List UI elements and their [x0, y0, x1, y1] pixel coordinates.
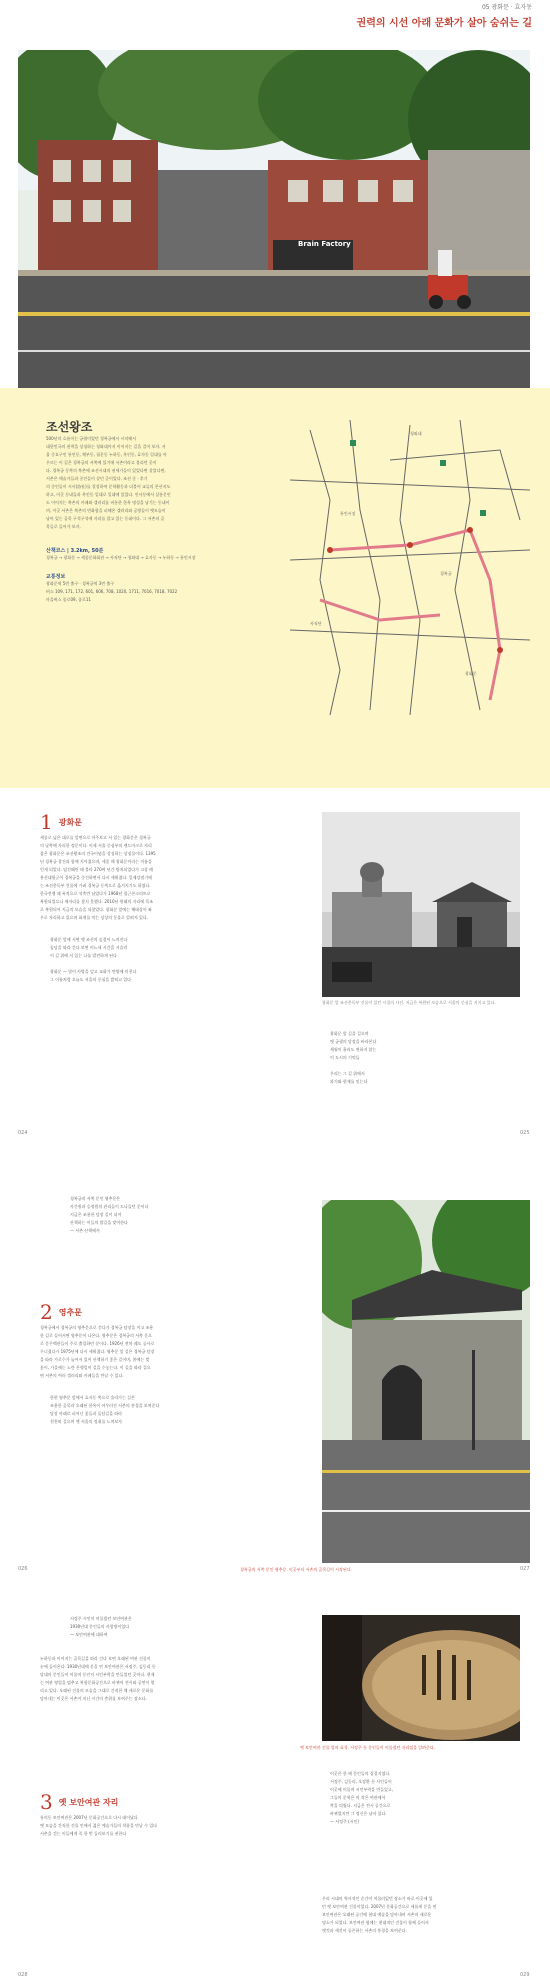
quote-line: 한편 영추문 앞에서 효자동 쪽으로 올라가는 길은 — [50, 1395, 135, 1400]
body-line: 우로 자리하고 있으며 화재를 막는 상상의 동물로 알려져 있다. — [40, 915, 149, 920]
section-number: 3 — [40, 1790, 53, 1814]
quote-line: 경복궁의 서쪽 문인 영추문은 — [70, 1196, 121, 1201]
quote-line: — 서촌 산책에서 — [70, 1228, 100, 1233]
side-line: 세월이 흘러도 변하지 않는 — [330, 1047, 377, 1052]
body-line: 잡은 광화문은 조선왕조의 건국이념을 상징하는 상징물이다. 1395 — [40, 851, 156, 856]
quote-line: — 보안여관에 대하여 — [70, 1632, 108, 1637]
page-number: 024 — [18, 1130, 28, 1136]
page-number: 029 — [520, 1972, 530, 1978]
page-number: 027 — [520, 1566, 530, 1572]
section-number: 2 — [40, 1300, 53, 1324]
page-number: 025 — [520, 1130, 530, 1136]
body-line: 면 서촌의 여러 갤러리와 카페들을 만날 수 있다. — [40, 1373, 124, 1378]
intro-line: 도 이어지는 북촌의 카페와 갤러리를 비롯한 한옥 명성을 남기는 동네이 — [46, 500, 170, 505]
section-number: 1 — [40, 810, 53, 834]
photo-caption: 광화문 앞 조선총독부 건물이 있던 시절의 사진. 지금은 복원된 모습으로 서울의 중심을 지키고 있다. — [322, 1000, 496, 1005]
body-line: 로 복원되어 지금의 모습을 되찾았다. 광화문 앞에는 해태상이 좌 — [40, 907, 152, 912]
body-line: 서촌을 걷는 이들에게 꼭 한 번 들러보기를 권한다 — [40, 1831, 127, 1836]
body-line: 보안여관은 오래된 공간에 현대 예술을 담아내며 서촌의 새로운 — [322, 1912, 432, 1917]
body-line: 얻게 되었다. 임진왜란 때 불타 270여 년간 방치되었다가 고종 때 — [40, 867, 154, 872]
section-title: 광화문 — [58, 817, 82, 827]
course-desc: 경복궁 → 광화문 → 세종문화회관 → 사직단 → 청와대 → 효자동 → 누하동 → 통인시장 — [46, 555, 196, 560]
chapter-label: 05 광화문 · 효자동 — [481, 4, 532, 11]
body-line: 의 남쪽에 자리한 정문이다. 이제 서울 중심부의 랜드마크로 자리 — [40, 843, 152, 848]
gwanghwamun-photo — [322, 812, 520, 997]
body-line: 통의동 보안여관은 2007년 문화공간으로 다시 태어났다 — [40, 1815, 138, 1820]
body-line: 옛것과 새것이 공존하는 서촌의 풍경을 보여준다. — [322, 1928, 407, 1933]
poem-line: 광화문 — 빛이 사방을 덮고 교화가 만방에 미친다 — [50, 969, 137, 974]
body-line: 년 경복궁 창건과 함께 지어졌으며, 세종 때 광화문이라는 이름을 — [40, 859, 152, 864]
map-label: 사직단 — [310, 621, 322, 626]
side-line: 바뀌었지만 그 정신은 남아 있다. — [330, 1811, 387, 1816]
body-line: 꽃이, 가을에는 노란 은행잎이 길을 수놓는다. 이 길을 따라 걸으 — [40, 1365, 151, 1370]
body-line: 담아내는 이곳은 서촌이 지닌 시간의 층위를 보여주는 장소다. — [40, 1696, 147, 1701]
body-line: 누하동과 이어지는 골목길을 따라 걷다 보면 오래된 여관 건물이 — [40, 1656, 151, 1661]
poem-line: 광화문 앞에 서면 옛 조선의 숨결이 느껴진다 — [50, 937, 128, 942]
quote-line: 서정주 시인이 머물렀던 보안여관은 — [70, 1616, 132, 1621]
shop-sign: Brain Factory — [298, 240, 351, 248]
quote-line: 사간원과 승정원의 관리들이 드나들던 문이다 — [70, 1204, 149, 1209]
poem-line: 돌담을 따라 걷다 보면 어느새 시간을 거슬러 — [50, 945, 128, 950]
side-line: 과거와 현재를 잇는다 — [330, 1079, 368, 1084]
body-line: 는 여관 영업을 멈추고 복합문화공간으로 바뀌어 전시와 공연이 열 — [40, 1680, 155, 1685]
side-line: 이곳은 한 때 문인들의 집결지였다. — [330, 1771, 391, 1776]
intro-line: 하고, 이곳 동네들과 옥인동 일대로 일대에 있었다. 인사동에서 살롱문인 — [46, 492, 171, 497]
intro-line: 며, 이곳 서촌은 북촌의 번화함을 피해온 갤러리와 공방들이 옛모습이 — [46, 508, 166, 513]
quote-line: 조용한 골목과 오래된 한옥이 어우러진 서촌의 풍경을 보여준다 — [50, 1403, 160, 1408]
body-line: 무너졌다가 1975년에 다시 세워졌다. 영추문 앞 길은 경복궁 담장 — [40, 1349, 155, 1354]
page-number: 026 — [18, 1566, 28, 1572]
body-line: 경복궁에서 경복궁의 영추문으로 걷다가 경복궁 담장을 끼고 조용 — [40, 1325, 154, 1330]
photo-caption: 경복궁의 서쪽 문인 영추문. 이곳부터 서촌의 골목길이 시작된다. — [240, 1567, 352, 1572]
body-line: 명소가 되었다. 보안여관 옆에는 현대적인 건물이 함께 들어서 — [322, 1920, 429, 1925]
quote-line: 담장 아래로 피어난 꽃들과 돌담길을 따라 — [50, 1411, 123, 1416]
transport-line: 마을버스 종로09, 종로11 — [46, 597, 91, 602]
side-line: 광화문 앞 길을 걸으며 — [330, 1031, 369, 1036]
body-line: 복원되었으나 제자리를 찾지 못했다. 2010년 원래의 자리에 목조 — [40, 899, 154, 904]
quote-line: 1930년대 문인들의 사랑방이었다 — [70, 1624, 130, 1629]
intro-line: 울 중요구인 통인동, 체부동, 필운동 누하동, 옥인동, 효자동 일대를 아 — [46, 452, 167, 457]
map-label: 청와대 — [410, 431, 422, 436]
intro-line: 대한민국의 권력을 상징하는 청와대까지 이어지는 길을 걸어 보자. 서 — [46, 444, 166, 449]
section-title: 영추문 — [58, 1307, 82, 1317]
side-line: 그들의 문학은 이 작은 여관에서 — [330, 1795, 386, 1800]
body-line: 리고 있다. 오래된 건물의 모습을 그대로 간직한 채 새로운 문화를 — [40, 1688, 154, 1693]
yeongchumun-photo — [322, 1200, 530, 1563]
course-label: 산책코스 | 3.2km, 50분 — [46, 548, 104, 554]
map-label: 광화문 — [465, 671, 477, 676]
transport-line: 광화문역 5번 출구 · 경복궁역 3번 출구 — [46, 581, 115, 586]
quote-line: 산책하는 이들의 발길을 맞이한다 — [70, 1220, 128, 1225]
body-line: 는 조선총독부 건물에 가려 경복궁 동쪽으로 옮겨지기도 하였다. — [40, 883, 151, 888]
body-line: 우리 시대의 역사적인 순간이 머물러있던 장소가 바로 이곳에 있 — [322, 1896, 433, 1901]
body-line: 한국전쟁 때 폭격으로 석축만 남았다가 1968년 철근콘크리트로 — [40, 891, 151, 896]
quote-line: 천천히 걸으며 옛 서울의 정취를 느껴보자 — [50, 1419, 123, 1424]
body-line: 로 문무백관들이 주로 출입하던 문이다. 1926년 전차 궤도 공사로 — [40, 1341, 155, 1346]
body-line: 세종로 넓은 대로를 앞면으로 마주보고 서 있는 광화문은 경복궁 — [40, 835, 151, 840]
map-label: 경복궁 — [440, 571, 452, 576]
quote-line: 지금은 조용한 담장 길이 되어 — [70, 1212, 122, 1217]
body-line: 눈에 들어온다. 1930년대에 문을 연 보안여관은 서정주, 김동리 등 — [40, 1664, 156, 1669]
poem-line — [50, 960, 310, 968]
side-line: 이곳에 머물며 시인부락을 만들었고, — [330, 1787, 394, 1792]
side-line — [330, 1062, 510, 1070]
side-line: 이 도시의 기억들 — [330, 1055, 360, 1060]
page-number: 028 — [18, 1972, 28, 1978]
poem-line: 이 길 위에 서 있는 나를 발견하게 된다 — [50, 953, 117, 958]
route-map — [290, 420, 530, 720]
boan-inn-photo — [322, 1615, 520, 1741]
intro-line: 500년의 흐름이는 궁궐이었던 경복궁에서 시작해서 — [46, 436, 136, 441]
intro-line: 서촌은 예술가들과 중인들이 살던 곳이었다. 조선 중 · 후기 — [46, 476, 148, 481]
body-line: 한 길로 들어서면 영추문이 나온다. 영추문은 경복궁의 서쪽 문으 — [40, 1333, 152, 1338]
transport-label: 교통정보 — [46, 574, 66, 580]
section-title: 옛 보안여관 자리 — [58, 1797, 119, 1807]
intro-line: 의 중인들이 시사(詩社)를 결성하여 문학활동과 더불어 교류의 본산지도 — [46, 484, 171, 489]
transport-line: 버스 109, 171, 172, 601, 606, 708, 1020, 1711, 7016, 7018, 7022 — [46, 589, 178, 594]
body-line: 흥선대원군이 경복궁을 중건하면서 다시 세워졌다. 일제강점기에 — [40, 875, 152, 880]
map-label: 통인시장 — [340, 511, 356, 516]
body-line: 옛 모습을 간직한 건물 안에서 젊은 예술가들의 작품을 만날 수 있다 — [40, 1823, 158, 1828]
side-line: 서정주, 김동리, 오장환 등 시인들이 — [330, 1779, 392, 1784]
photo-caption: 옛 보안여관 건물 앞의 표석. 서정주 등 문인들이 머물렀던 자리임을 알려준다. — [300, 1745, 436, 1750]
intro-line: 우르는 이 길은 경복궁의 서쪽에 있기에 서촌이라고 불리던 곳이 — [46, 460, 157, 465]
intro-line: 목들로 들어가 보자. — [46, 524, 81, 529]
intro-line: 다. 경복궁 동쪽의 북촌에 조선시대의 권세가들이 있었다면 살았다면, — [46, 468, 166, 473]
intro-lead: 조선왕조 — [46, 420, 93, 434]
side-line: 옛 궁궐의 담장을 바라본다 — [330, 1039, 377, 1044]
body-line: 을 따라 가로수가 늘어서 있어 산책하기 좋은 길이며, 봄에는 벚 — [40, 1357, 150, 1362]
body-line: 당대의 문인들이 머물며 동인지 시인부락을 만들었던 곳이다. 현재 — [40, 1672, 155, 1677]
side-line: 싹을 틔웠다. 지금은 전시 공간으로 — [330, 1803, 391, 1808]
side-line: — 서정주 (시인) — [330, 1819, 359, 1824]
poem-line: 그 이름처럼 오늘도 서울의 중심을 밝히고 있다 — [50, 977, 132, 982]
intro-line: 남아 있는 골목 구석구석에 자리를 잡고 있는 동네이다. 그 서촌의 골 — [46, 516, 165, 521]
hero-street-photo — [18, 50, 530, 388]
body-line: 던 옛 보안여관 건물이었다. 2007년 문화공간으로 새롭게 문을 연 — [322, 1904, 437, 1909]
page-title: 권력의 시선 아래 문화가 살아 숨쉬는 길 — [356, 18, 532, 29]
side-line: 우리는 그 길 위에서 — [330, 1071, 365, 1076]
